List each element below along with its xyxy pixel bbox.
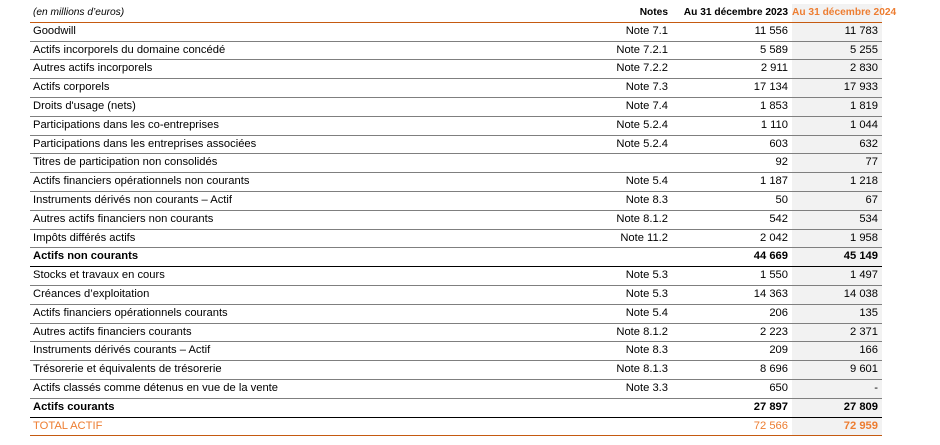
table-row [30,97,882,116]
row-value-2023: 206 [672,304,792,323]
balance-sheet-assets [30,4,897,436]
row-value-2024: 72 959 [792,417,882,436]
row-label: Goodwill [30,22,500,41]
subtotal-row [30,398,882,417]
row-note: Note 8.3 [500,191,672,210]
row-value-2024: 11 783 [792,22,882,41]
table-row [30,116,882,135]
row-note: Note 8.1.2 [500,210,672,229]
row-note: Note 7.1 [500,22,672,41]
row-label: Actifs financiers opérationnels non courants [30,173,500,192]
row-value-2023: 44 669 [672,248,792,267]
row-note [500,248,672,267]
row-label: Titres de participation non consolidés [30,154,500,173]
row-value-2023: 603 [672,135,792,154]
row-note [500,154,672,173]
row-label: Actifs classés comme détenus en vue de la vente [30,379,500,398]
row-label: Droits d'usage (nets) [30,97,500,116]
row-value-2023: 2 911 [672,60,792,79]
row-value-2024: 1 218 [792,173,882,192]
table-row [30,154,882,173]
row-note: Note 3.3 [500,379,672,398]
row-value-2024: 135 [792,304,882,323]
row-label: Trésorerie et équivalents de trésorerie [30,361,500,380]
row-label: Participations dans les co-entreprises [30,116,500,135]
row-label: Autres actifs financiers non courants [30,210,500,229]
row-value-2023: 1 110 [672,116,792,135]
row-value-2023: 5 589 [672,41,792,60]
row-value-2024: 17 933 [792,79,882,98]
table-row [30,191,882,210]
row-value-2023: 2 223 [672,323,792,342]
row-label: Actifs corporels [30,79,500,98]
row-value-2024: 1 044 [792,116,882,135]
row-value-2023: 8 696 [672,361,792,380]
row-label: Stocks et travaux en cours [30,267,500,286]
table-row [30,60,882,79]
total-row [30,417,882,436]
row-value-2023: 2 042 [672,229,792,248]
row-value-2024: 14 038 [792,285,882,304]
row-note: Note 7.4 [500,97,672,116]
row-label: Impôts différés actifs [30,229,500,248]
table-row [30,210,882,229]
row-label: Actifs non courants [30,248,500,267]
row-value-2024: 166 [792,342,882,361]
row-label: Instruments dérivés courants – Actif [30,342,500,361]
row-label: Autres actifs incorporels [30,60,500,79]
table-row [30,285,882,304]
table-row [30,41,882,60]
unit-label: (en millions d’euros) [30,4,500,22]
notes-column-header: Notes [500,4,672,22]
row-value-2024: 2 830 [792,60,882,79]
table-row [30,323,882,342]
row-label: Actifs financiers opérationnels courants [30,304,500,323]
row-note: Note 5.3 [500,267,672,286]
row-note: Note 7.3 [500,79,672,98]
table-row [30,361,882,380]
row-value-2023: 542 [672,210,792,229]
row-note: Note 7.2.1 [500,41,672,60]
row-value-2024: 1 497 [792,267,882,286]
row-note: Note 5.2.4 [500,135,672,154]
table-row [30,304,882,323]
row-value-2024: 45 149 [792,248,882,267]
table-row [30,342,882,361]
row-note: Note 7.2.2 [500,60,672,79]
table-row [30,379,882,398]
row-value-2023: 50 [672,191,792,210]
row-note [500,417,672,436]
row-note: Note 8.1.3 [500,361,672,380]
table-row [30,79,882,98]
table-row [30,229,882,248]
row-value-2023: 27 897 [672,398,792,417]
year-2024-column-header: Au 31 décembre 2024 [792,4,882,22]
row-value-2023: 14 363 [672,285,792,304]
table-row [30,135,882,154]
row-value-2024: 1 819 [792,97,882,116]
table-body [30,22,882,436]
row-value-2023: 209 [672,342,792,361]
row-label: Créances d’exploitation [30,285,500,304]
row-note: Note 8.3 [500,342,672,361]
row-value-2024: 534 [792,210,882,229]
row-value-2023: 11 556 [672,22,792,41]
row-note: Note 5.4 [500,304,672,323]
row-value-2024: 2 371 [792,323,882,342]
table-row [30,22,882,41]
row-label: Actifs courants [30,398,500,417]
row-label: Actifs incorporels du domaine concédé [30,41,500,60]
table-header-row [30,4,882,22]
row-value-2024: 9 601 [792,361,882,380]
row-value-2023: 650 [672,379,792,398]
table-row [30,267,882,286]
row-value-2023: 72 566 [672,417,792,436]
row-value-2024: 27 809 [792,398,882,417]
assets-table [30,4,897,436]
row-note: Note 5.4 [500,173,672,192]
row-value-2023: 17 134 [672,79,792,98]
row-label: Instruments dérivés non courants – Actif [30,191,500,210]
row-value-2023: 92 [672,154,792,173]
row-value-2023: 1 853 [672,97,792,116]
row-value-2023: 1 550 [672,267,792,286]
row-value-2024: 5 255 [792,41,882,60]
row-note: Note 11.2 [500,229,672,248]
row-label: TOTAL ACTIF [30,417,500,436]
row-value-2024: 67 [792,191,882,210]
row-value-2024: 1 958 [792,229,882,248]
row-value-2024: - [792,379,882,398]
row-note: Note 5.2.4 [500,116,672,135]
row-note: Note 8.1.2 [500,323,672,342]
row-label: Participations dans les entreprises associées [30,135,500,154]
year-2023-column-header: Au 31 décembre 2023 [672,4,792,22]
subtotal-row [30,248,882,267]
row-label: Autres actifs financiers courants [30,323,500,342]
table-row [30,173,882,192]
row-value-2024: 632 [792,135,882,154]
row-note [500,398,672,417]
row-value-2023: 1 187 [672,173,792,192]
row-value-2024: 77 [792,154,882,173]
row-note: Note 5.3 [500,285,672,304]
